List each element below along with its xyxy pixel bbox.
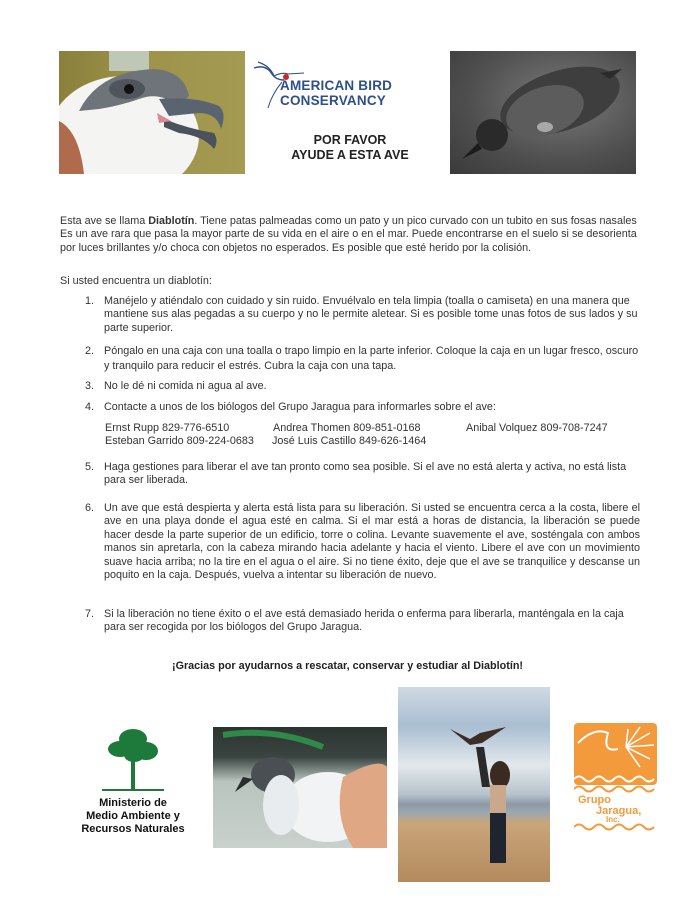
contact-anibal-volquez: Anibal Volquez 809-708-7247 bbox=[466, 422, 608, 434]
contact-ernst-rupp: Ernst Rupp 829-776-6510 bbox=[105, 422, 230, 434]
ministerio-line2: Medio Ambiente y bbox=[86, 810, 180, 822]
photo-diablotin-burrow bbox=[450, 51, 636, 174]
photo-diablotin-head bbox=[59, 51, 245, 174]
step-number: 6. bbox=[85, 502, 95, 514]
title-line2: AYUDE A ESTA AVE bbox=[291, 148, 409, 162]
step-text: Contacte a unos de los biólogos del Grupo Jaragua para informarles sobre el ave: bbox=[104, 401, 496, 413]
logo-text-line2: CONSERVANCY bbox=[280, 93, 386, 108]
step-item-1 bbox=[85, 295, 640, 335]
step-number: 2. bbox=[85, 345, 95, 357]
jaragua-emblem-icon bbox=[574, 723, 657, 831]
ministerio-medio-ambiente-logo bbox=[78, 725, 188, 840]
jaragua-line1: Grupo bbox=[578, 794, 611, 806]
ministerio-line1: Ministerio de bbox=[99, 797, 167, 809]
jaragua-line2: Jaragua, bbox=[596, 805, 642, 817]
intro-text-start: Esta ave se llama bbox=[60, 215, 149, 227]
list-lead: Si usted encuentra un diablotín: bbox=[60, 275, 212, 287]
contact-jose-luis-castillo: José Luis Castillo 849-626-1464 bbox=[272, 435, 427, 447]
step-item-5 bbox=[85, 461, 640, 488]
intro-paragraph bbox=[60, 215, 640, 255]
step-number: 7. bbox=[85, 608, 95, 620]
contact-andrea-thomen: Andrea Thomen 809-851-0168 bbox=[273, 422, 421, 434]
thanks-bird-name: Diablotín bbox=[473, 660, 520, 672]
bird-name: Diablotín bbox=[148, 215, 195, 227]
thanks-message bbox=[0, 660, 695, 672]
step-number: 3. bbox=[85, 380, 95, 392]
contact-esteban-garrido: Esteban Garrido 809-224-0683 bbox=[105, 435, 254, 447]
beach-release-image bbox=[398, 687, 550, 882]
thanks-end: ! bbox=[519, 660, 524, 672]
step-text: Manéjelo y atiéndalo con cuidado y sin ruido. Envuélvalo en tela limpia (toalla o camiseta) en una manera que mantiene sus alas pegadas a su cuerpo y no le permite aletear. Si es posible tome unas fotos de sus lados y su parte superior. bbox=[104, 295, 638, 334]
photo-chick-in-towel bbox=[213, 727, 387, 848]
step-number: 4. bbox=[85, 401, 95, 413]
title-line1: POR FAVOR bbox=[313, 133, 387, 147]
step-text: Haga gestiones para liberar el ave tan pronto como sea posible. Si el ave no está alerta y activa, no está lista para ser liberada. bbox=[104, 461, 627, 487]
tree-icon bbox=[98, 725, 168, 795]
grupo-jaragua-logo bbox=[574, 723, 657, 831]
chick-towel-image bbox=[213, 727, 387, 848]
step-text: Si la liberación no tiene éxito o el ave está demasiado herida o enferma para liberarla, manténgala en la caja para ser recogida por los biólogos del Grupo Jaragua. bbox=[104, 608, 624, 634]
ministerio-name bbox=[78, 797, 188, 836]
page-title bbox=[250, 133, 450, 163]
step-item-4 bbox=[85, 401, 640, 414]
step-number: 5. bbox=[85, 461, 95, 473]
bird-burrow-image bbox=[450, 51, 636, 174]
step-item-6 bbox=[85, 502, 640, 582]
step-text: No le dé ni comida ni agua al ave. bbox=[104, 380, 267, 392]
step-text: Póngalo en una caja con una toalla o trapo limpio en la parte inferior. Coloque la caja en un lugar fresco, oscuro y tranquilo para reducir el estrés. Cubra la caja con una tapa. bbox=[104, 345, 639, 372]
american-bird-conservancy-logo bbox=[252, 60, 402, 116]
step-number: 1. bbox=[85, 295, 95, 307]
thanks-text: ¡Gracias por ayudarnos a rescatar, conservar y estudiar al bbox=[171, 660, 474, 672]
logo-text-line1: AMERICAN BIRD bbox=[280, 78, 393, 93]
step-text: Un ave que está despierta y alerta está lista para su liberación. Si usted se encuentra cerca a la costa, libere el ave en una playa donde el agua esté en calma. Si el mar está a horas de distancia, la liberación se puede hacer desde la parte superior de un edificio, torre o colina. Levante suavemente el ave, sosténgala con ambos manos sin apretarla, con la cabeza mirando hacia adelante y hacia el viento. Libere el ave con un movimiento suave hacia arriba; no la tire en el agua o el aire. Si no tiene éxito, deje que el ave se tranquilice y descanse un poquito en la caja. Después, vuelva a intentar su liberación de nuevo. bbox=[104, 502, 640, 582]
intro-text-rest: . Tiene patas palmeadas como un pato y un pico curvado con un tubito en sus fosas nasales Es un ave rara que pasa la mayor parte de su vida en el aire o en el mar. Puede encontrarse en el suelo si se desorienta por luces brillantes y/o choca con objetos no esperados. Es posible que esté herido por la colisión. bbox=[60, 215, 637, 254]
step-item-2 bbox=[85, 344, 640, 374]
ministerio-line3: Recursos Naturales bbox=[81, 823, 185, 835]
step-item-7 bbox=[85, 608, 640, 635]
jaragua-line3: Inc. bbox=[606, 815, 620, 824]
step-item-3 bbox=[85, 380, 640, 393]
photo-beach-release bbox=[398, 687, 550, 882]
bird-head-image bbox=[59, 51, 245, 174]
